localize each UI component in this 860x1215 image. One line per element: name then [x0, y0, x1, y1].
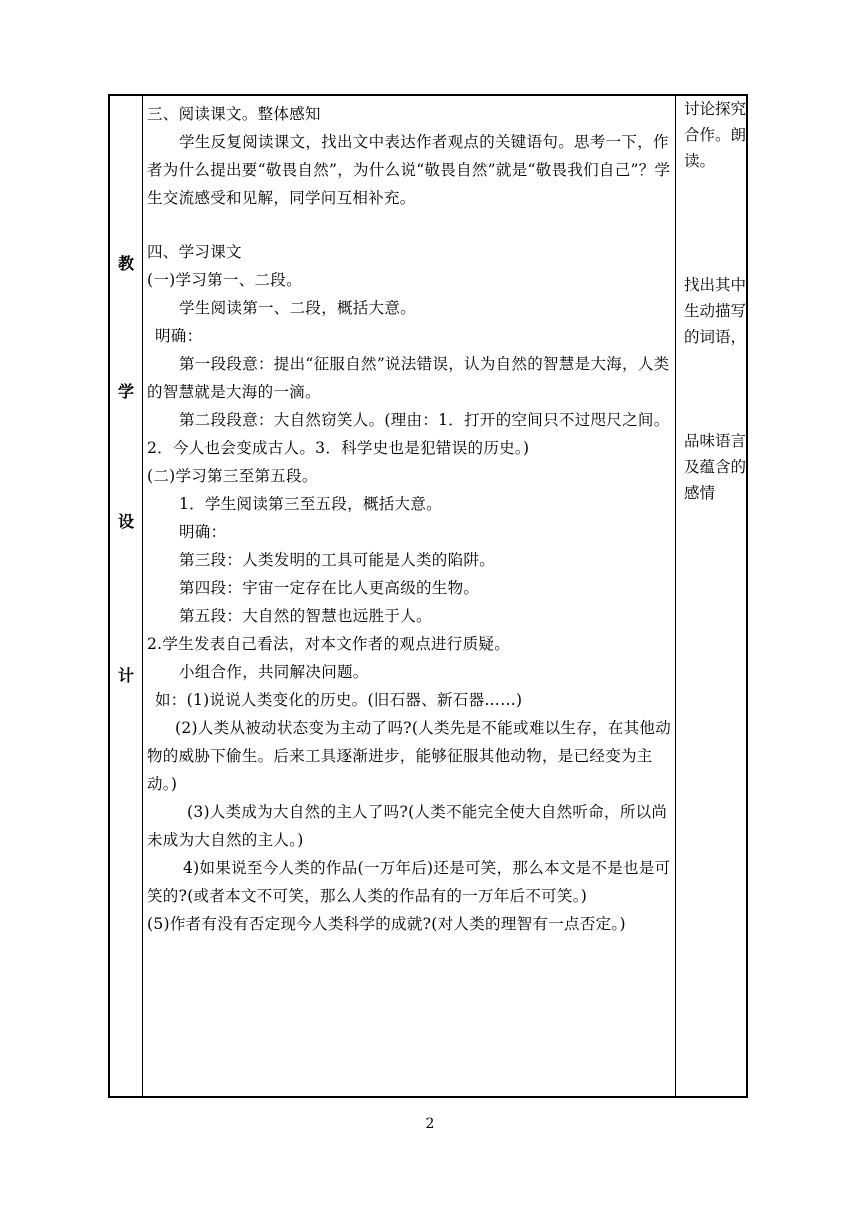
- page-number: 2: [425, 1116, 435, 1132]
- group-work-line: 小组合作，共同解决问题。: [179, 663, 369, 681]
- subsection-1-instruction: 学生阅读第一、二段，概括大意。: [179, 299, 417, 317]
- section-4-title: 四、学习课文: [147, 243, 242, 261]
- paragraph-3-summary: 第三段：人类发明的工具可能是人类的陷阱。: [179, 551, 496, 569]
- side-label-char-2: 学: [117, 382, 134, 401]
- question-3: (3)人类成为大自然的主人了吗?(人类不能完全使大自然听命，所以尚未成为大自然的主人。): [147, 803, 668, 849]
- paragraph-5-summary: 第五段：大自然的智慧也远胜于人。: [179, 607, 432, 625]
- item-2-question-text: 2.学生发表自己看法，对本文作者的观点进行质疑。: [147, 635, 510, 653]
- main-content-column: [143, 95, 676, 1097]
- paragraph-1-summary: 第一段段意：提出“征服自然”说法错误，认为自然的智慧是大海，人类的智慧就是大海的一滴。: [147, 355, 670, 401]
- subsection-2-title: (二)学习第三至第五段。: [147, 467, 318, 485]
- question-2: (2)人类从被动状态变为主动了吗?(人类先是不能或难以生存，在其他动物的威胁下偷生。后来工具逐渐进步，能够征服其他动物，是已经变为主动。): [147, 719, 672, 793]
- question-1: 如：(1)说说人类变化的历史。(旧石器、新石器……): [155, 691, 523, 709]
- side-label-char-4: 计: [117, 666, 134, 685]
- question-4: 4)如果说至今人类的作品(一万年后)还是可笑，那么本文是不是也是可笑的?(或者本文不可笑，那么人类的作品有的一万年后不可笑。): [147, 859, 671, 905]
- clarify-label-1: 明确：: [155, 327, 203, 345]
- lesson-design-table: [108, 94, 748, 1098]
- notes-column: [676, 95, 748, 1097]
- side-label-column: [109, 95, 143, 1097]
- paragraph-2-summary: 第二段段意：大自然窃笑人。(理由：1．打开的空间只不过咫尺之间。2．今人也会变成古人。3．科学史也是犯错误的历史。): [147, 411, 670, 457]
- section-3-paragraph: 学生反复阅读课文，找出文中表达作者观点的关键语句。思考一下，作者为什么提出要“敬畏自然”，为什么说“敬畏自然”就是“敬畏我们自己”？学生交流感受和见解，同学问互相补充。: [147, 133, 671, 207]
- question-5: (5)作者有没有否定现今人类科学的成就?(对人类的理智有一点否定。): [147, 915, 626, 933]
- side-label-char-1: 教: [117, 254, 134, 273]
- note-find-words: 找出其中生动描写的词语，: [684, 276, 747, 346]
- note-appreciate-language: 品味语言及蕴含的感情: [684, 432, 747, 502]
- side-label-char-3: 设: [117, 512, 134, 531]
- subsection-1-title: (一)学习第一、二段。: [147, 271, 302, 289]
- clarify-label-2: 明确：: [179, 523, 227, 541]
- note-discussion: 讨论探究合作。朗读。: [684, 100, 747, 170]
- paragraph-4-summary: 第四段：宇宙一定存在比人更高级的生物。: [179, 579, 480, 597]
- section-3-title: 三、阅读课文。整体感知: [147, 105, 321, 123]
- subsection-2-instruction: 1．学生阅读第三至五段，概括大意。: [179, 495, 442, 513]
